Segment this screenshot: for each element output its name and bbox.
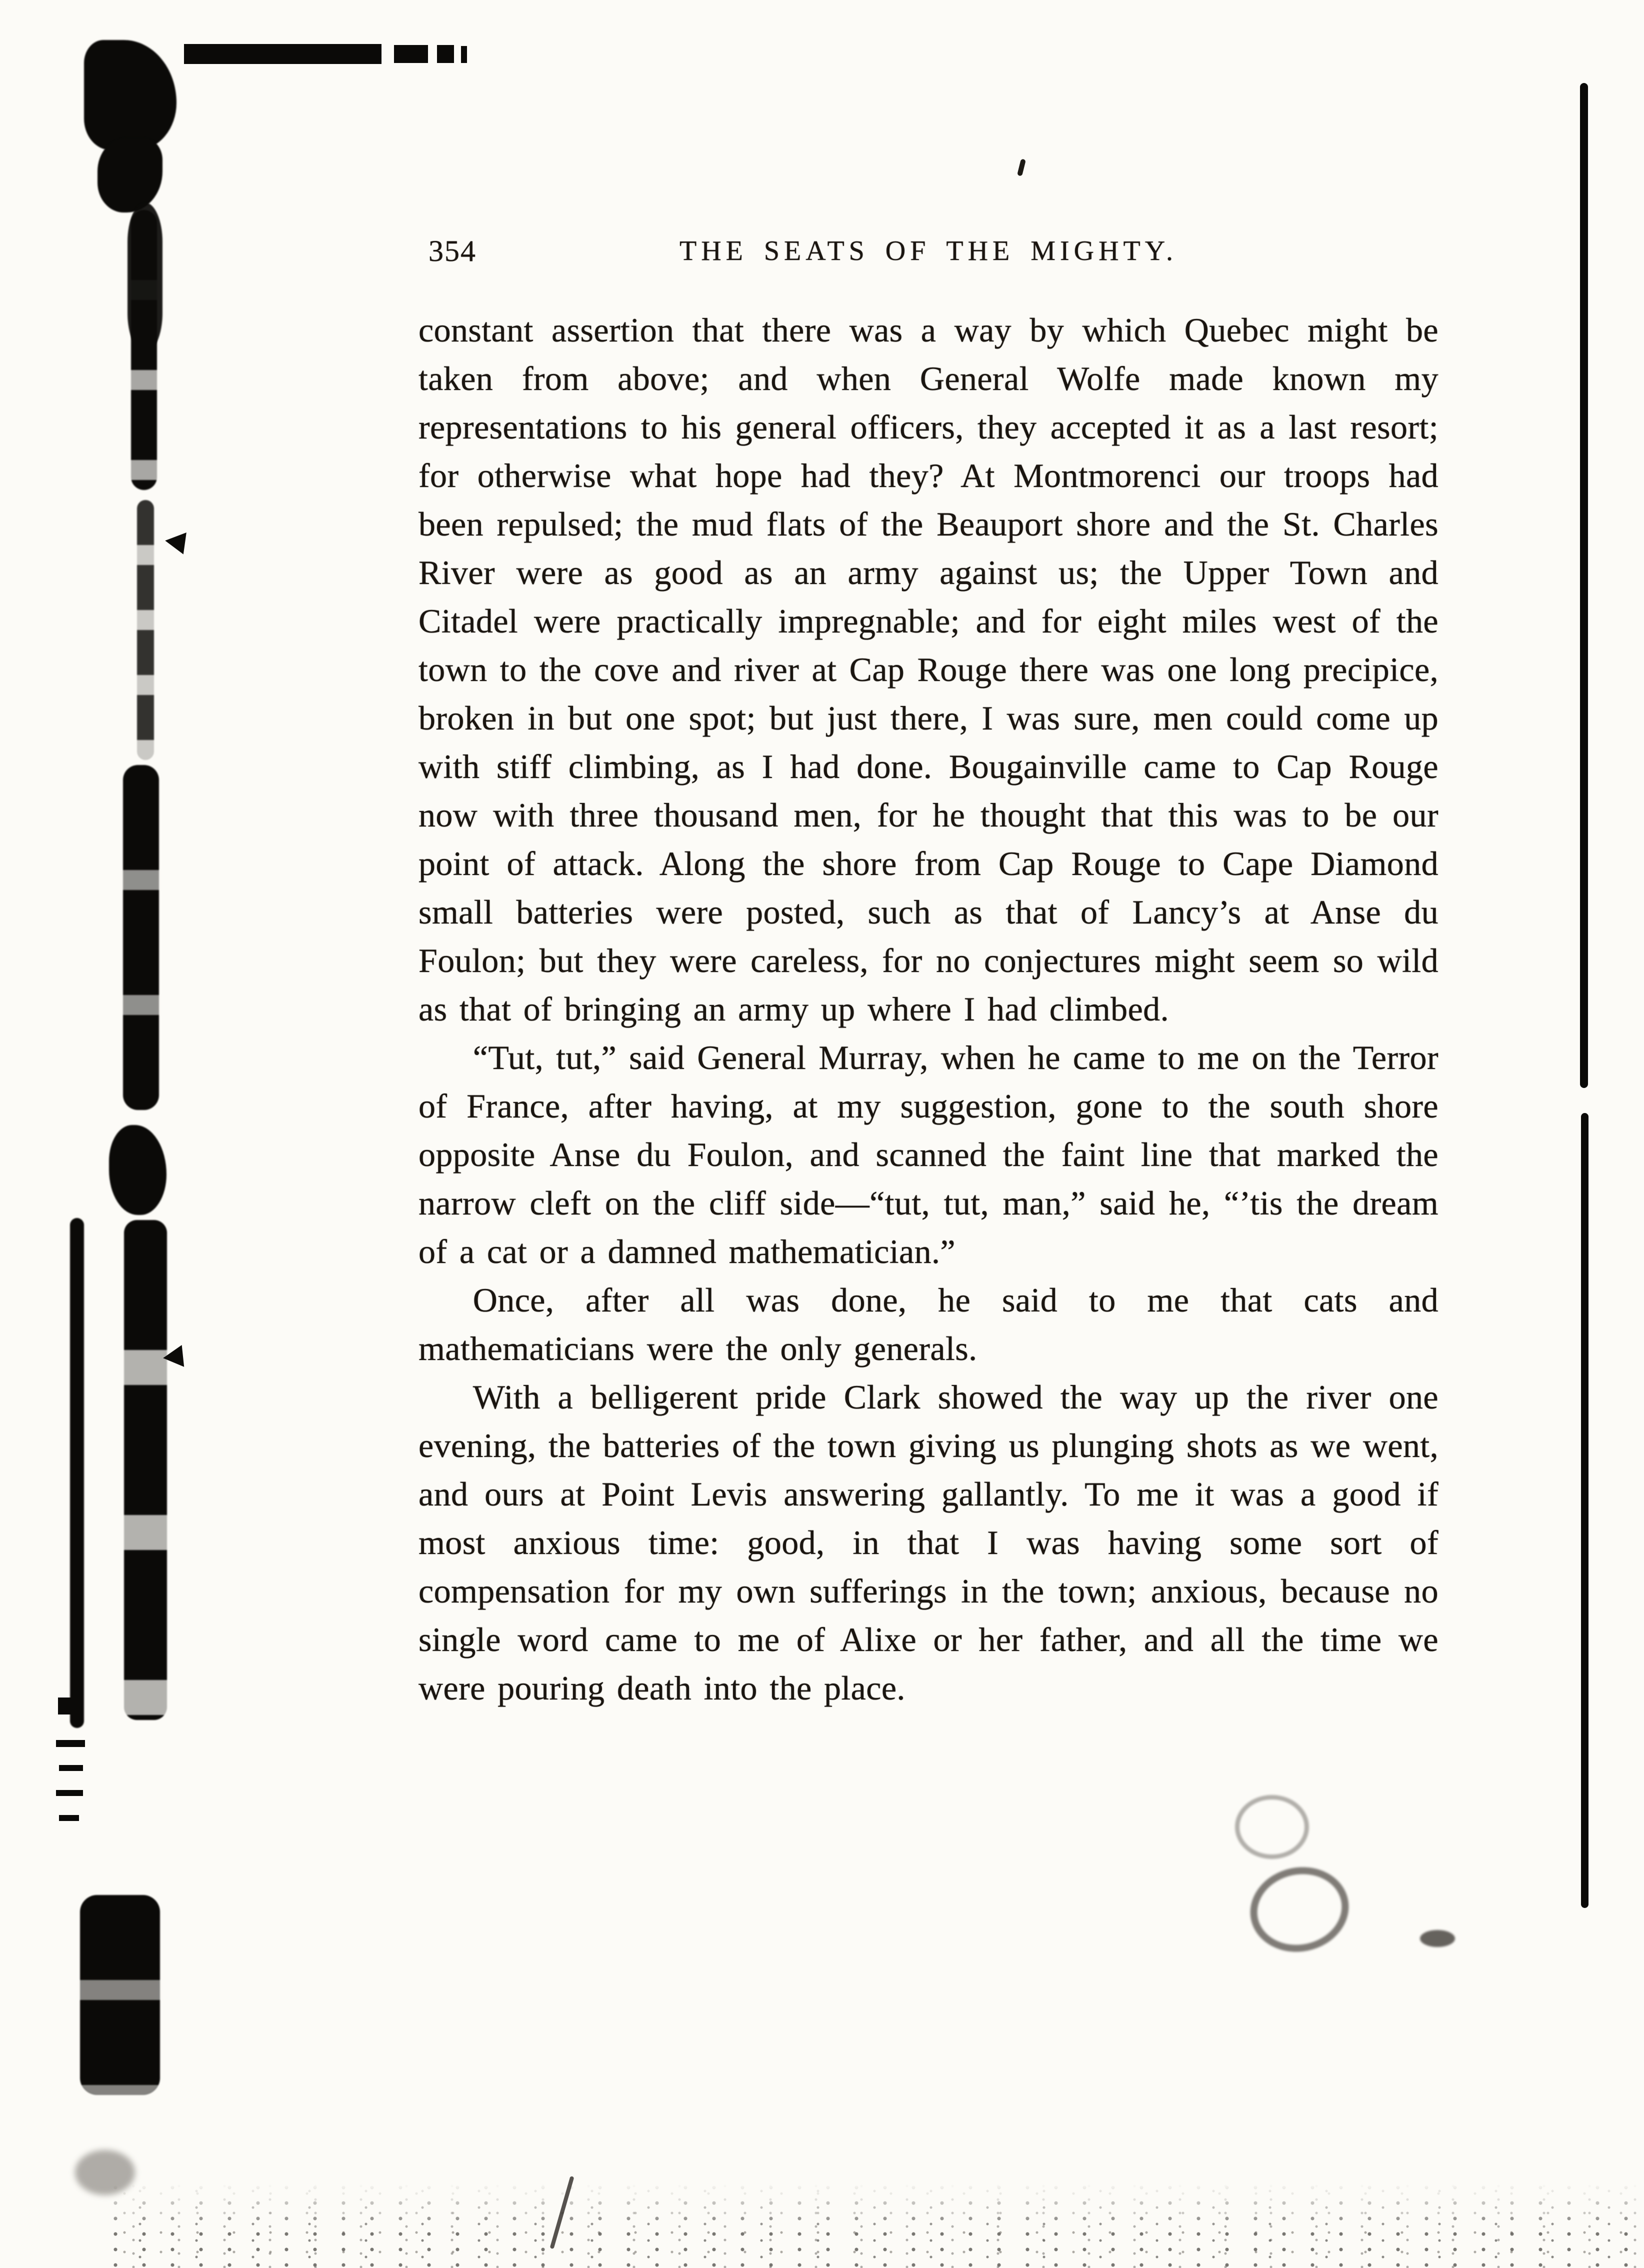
binding-shadow — [80, 1895, 160, 2095]
page-number: 354 — [428, 234, 476, 268]
paragraph: constant assertion that there was a way by which Quebec might be taken from above; and when General Wolfe made known my representations to his general officers, they accepted it as a last resort; for otherwise what hope had they? At Montmorenci our troops had been repulsed; the mud flats of the Beauport shore and the St. Charles River were as good as an army against us; the Upper Town and Citadel were practically impregnable; and for eight miles west of the town to the cove and river at Cap Rouge there was one long precipice, broken in but one spot; but just there, I was sure, men could come up with stiff climbing, as I had done. Bougainville came to Cap Rouge now with three thousand men, for he thought that this was to be our point of attack. Along the shore from Cap Rouge to Cape Diamond small batteries were posted, such as that of Lancy’s at Anse du Foulon; but they were careless, for no conjectures might seem so wild as that of bringing an army up where I had climbed. — [418, 311, 1438, 1028]
bottom-noise-speckles — [110, 2183, 1640, 2268]
margin-ink-mark — [162, 1345, 184, 1369]
bottom-ink-smear — [75, 2150, 135, 2195]
top-ink-bar — [437, 45, 454, 63]
binding-shadow — [109, 1125, 166, 1215]
torn-edge-blot — [98, 138, 162, 212]
top-ink-bar — [394, 45, 428, 63]
paragraph: “Tut, tut,” said General Murray, when he came to me on the Terror of France, after having, at my suggestion, gone to the south shore opposite Anse du Foulon, and scanned the faint line that marked the narrow cleft on the cliff side—“tut, tut, man,” said he, “’tis the dream of a cat or a damned mathematician.” — [418, 1038, 1438, 1270]
margin-ink-mark — [56, 1790, 83, 1796]
binding-shadow — [124, 1220, 167, 1720]
binding-shadow — [137, 500, 154, 760]
ink-smudge — [1242, 1858, 1357, 1960]
stray-pen-mark — [1017, 158, 1026, 176]
stray-pen-mark — [638, 72, 707, 93]
top-ink-bar — [461, 46, 467, 63]
margin-ink-mark — [164, 530, 186, 554]
right-edge-scan-line — [1581, 1113, 1588, 1908]
paragraph: Once, after all was done, he said to me that cats and mathematicians were the only generals. — [418, 1281, 1438, 1368]
ink-smudge — [1235, 1795, 1309, 1859]
binding-shadow — [123, 765, 159, 1110]
page-body — [418, 306, 1438, 1712]
page-header — [418, 234, 1438, 274]
running-title: THE SEATS OF THE MIGHTY. — [680, 236, 1178, 266]
margin-ink-mark — [59, 1815, 79, 1821]
binding-shadow — [70, 1218, 84, 1728]
top-ink-bar — [184, 44, 382, 64]
paragraph: With a belligerent pride Clark showed the way up the river one evening, the batteries of the town giving us plunging shots as we went, and ours at Point Levis answering gallantly. To me it was a good if most anxious time: good, in that I was having some sort of compensation for my own sufferings in the town; anxious, because no single word came to me of Alixe or her father, and all the time we were pouring death into the place. — [418, 1378, 1438, 1707]
torn-edge-blot — [84, 40, 176, 150]
margin-ink-mark — [56, 1740, 85, 1747]
margin-ink-mark — [58, 1698, 75, 1714]
right-edge-scan-line — [1580, 83, 1588, 1088]
ink-smudge — [1420, 1930, 1455, 1947]
binding-shadow — [131, 210, 157, 490]
margin-ink-mark — [59, 1765, 83, 1771]
